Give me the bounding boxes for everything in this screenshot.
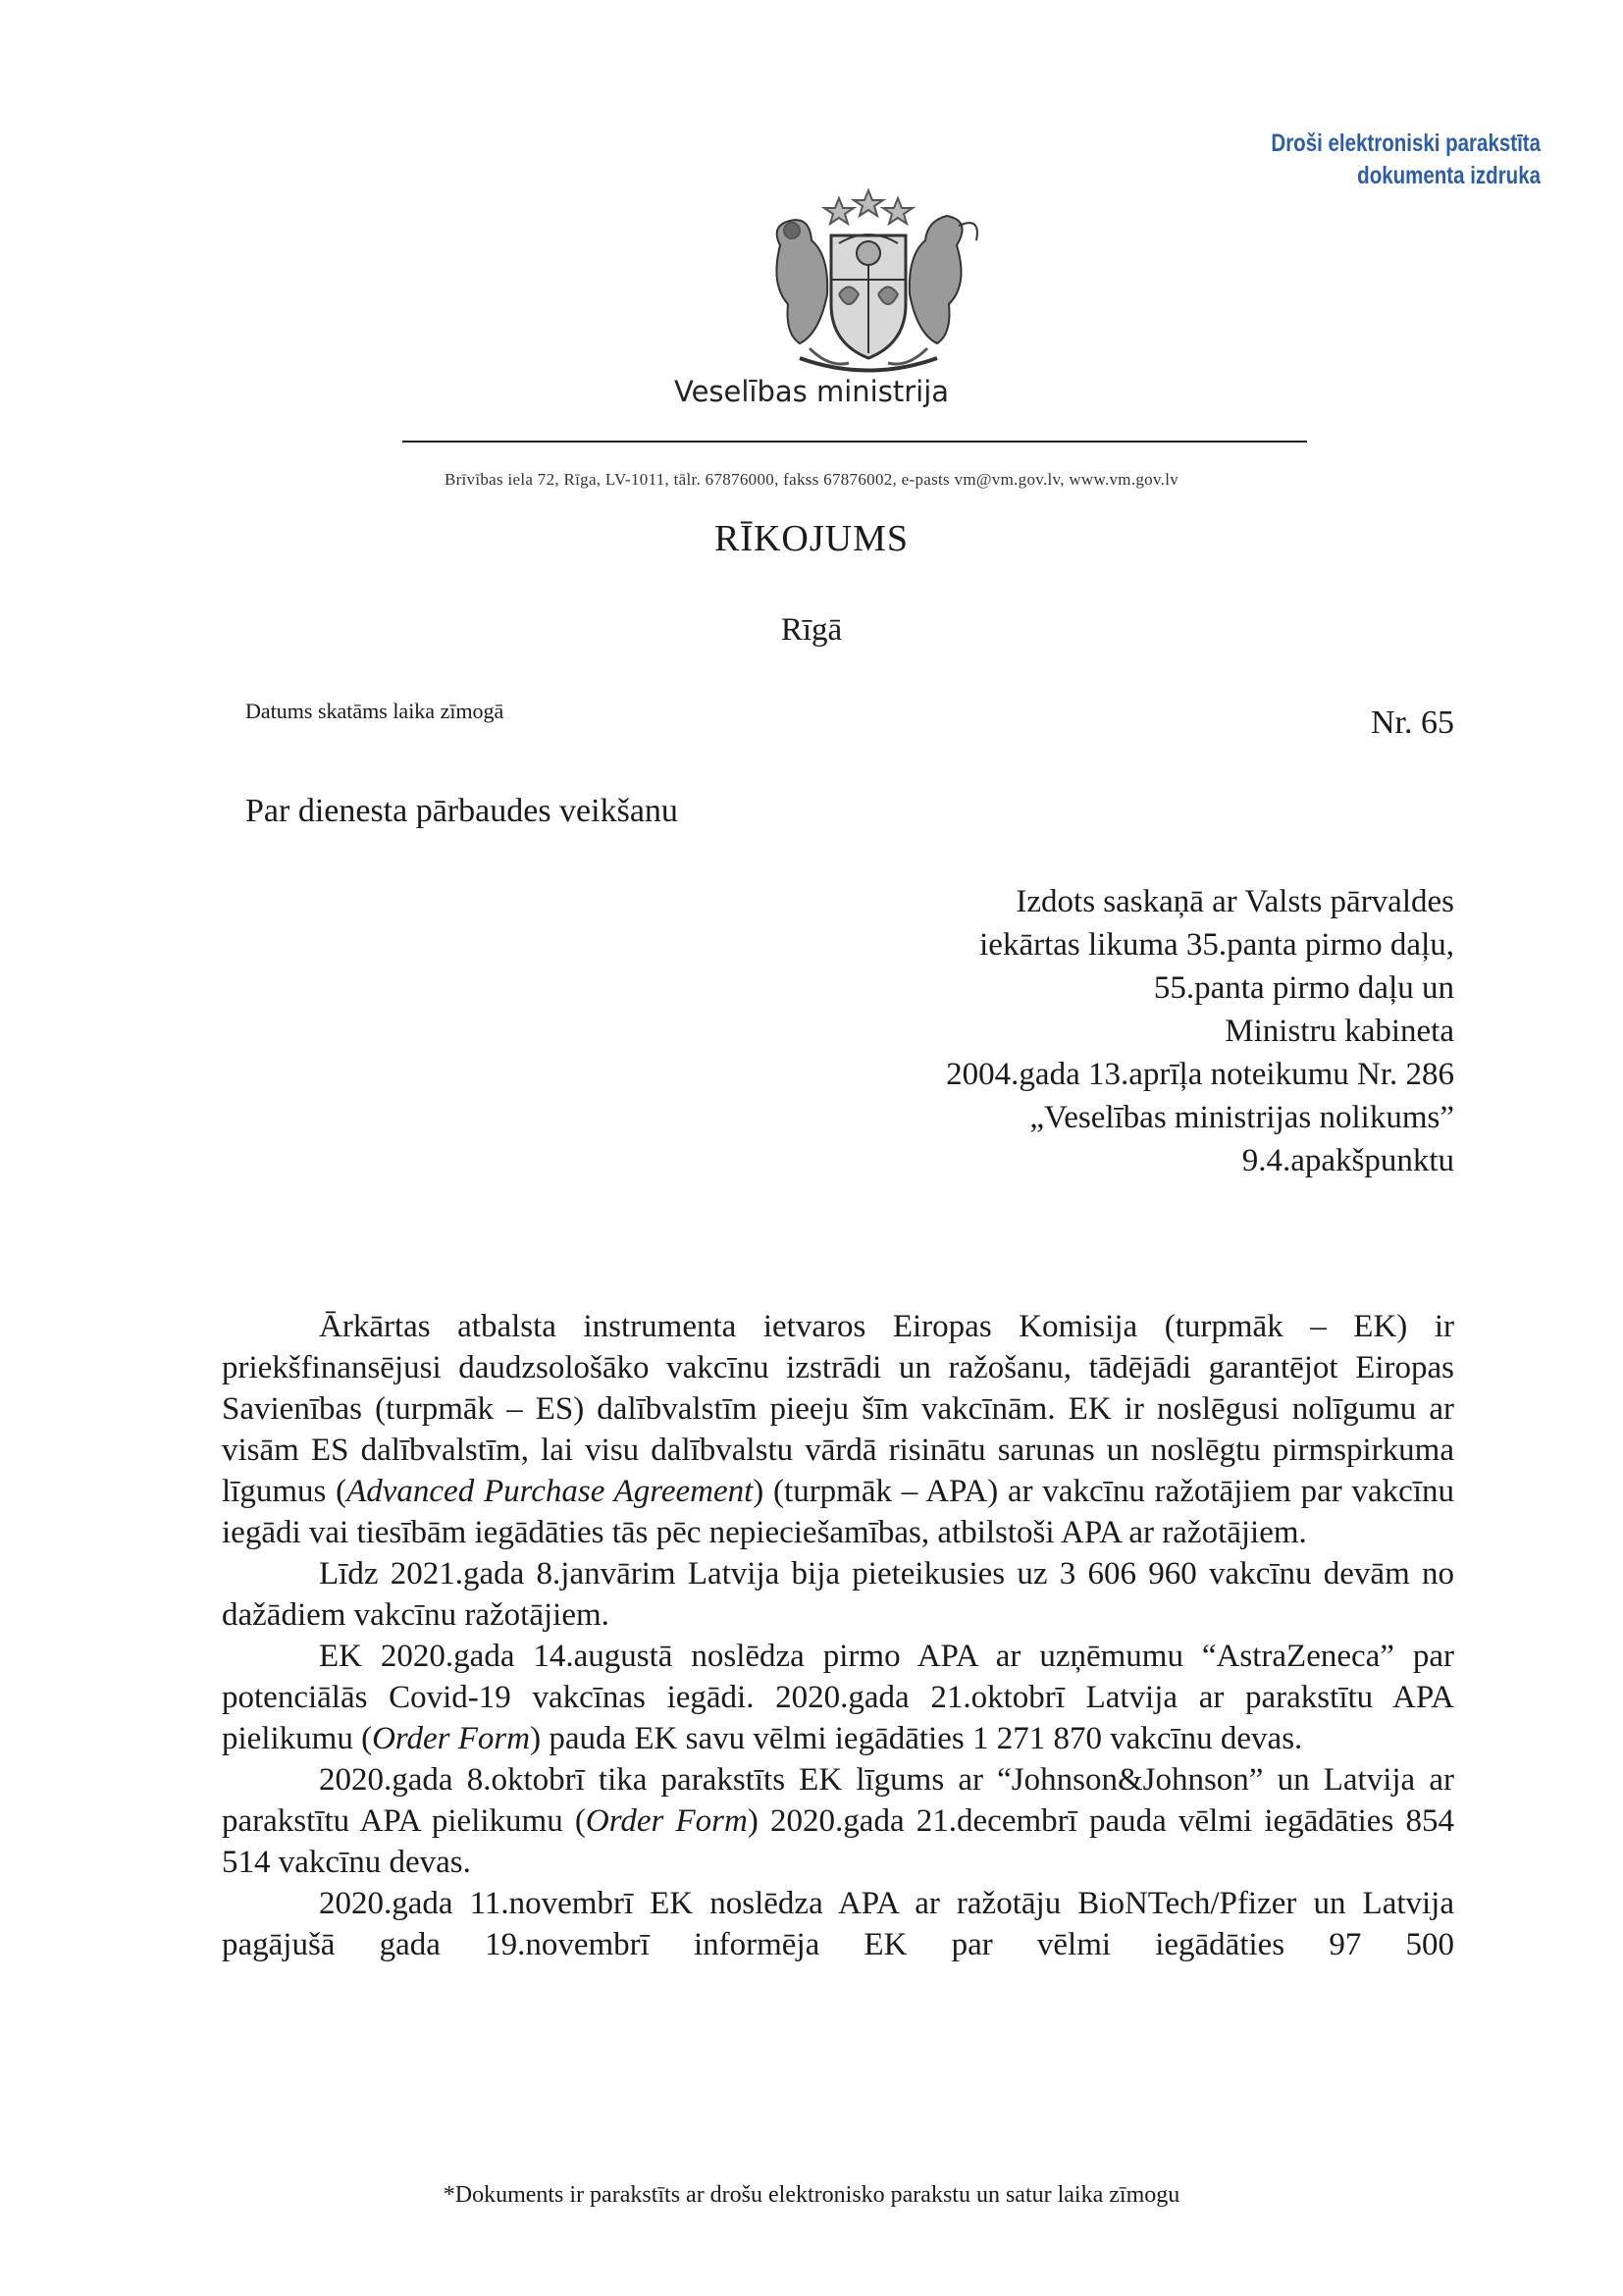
date-note: Datums skatāms laika zīmogā [245, 699, 504, 723]
document-place: Rīgā [780, 612, 843, 648]
document-subject: Par dienesta pārbaudes veikšanu [245, 793, 678, 829]
stamp-line-2: dokumenta izdruka [1357, 162, 1541, 189]
legal-basis-line: iekārtas likuma 35.panta pirmo daļu, [979, 927, 1454, 963]
legal-basis-line: Izdots saskaņā ar Valsts pārvaldes [1016, 884, 1454, 919]
e-signature-stamp [1203, 128, 1541, 192]
footer-note: *Dokuments ir parakstīts ar drošu elektronisko parakstu un satur laika zīmogu [443, 2182, 1180, 2208]
stamp-line-1: Droši elektroniski parakstīta [1271, 130, 1541, 157]
body-paragraph: 2020.gada 8.oktobrī tika parakstīts EK līgums ar “Johnson&Johnson” un Latvija ar parakstītu APA pielikumu (Order Form) 2020.gada 21.decembrī pauda vēlmi iegādāties 854 514 vakcīnu devas. [222, 1762, 1454, 1880]
legal-basis-line: „Veselības ministrijas nolikums” [1029, 1100, 1454, 1135]
body-paragraph: EK 2020.gada 14.augustā noslēdza pirmo APA ar uzņēmumu “AstraZeneca” par potenciālās Covid-19 vakcīnas iegādi. 2020.gada 21.oktobrī Latvija ar parakstītu APA pielikumu (Order Form) pauda EK savu vēlmi iegādāties 1 271 870 vakcīnu devas. [222, 1639, 1454, 1756]
legal-basis-line: 9.4.apakšpunktu [1241, 1143, 1454, 1178]
latvia-coat-of-arms-icon [741, 186, 996, 383]
body-paragraph: Līdz 2021.gada 8.janvārim Latvija bija pieteikusies uz 3 606 960 vakcīnu devām no dažādiem vakcīnu ražotājiem. [222, 1556, 1454, 1633]
header-divider [402, 441, 1307, 443]
ministry-contacts: Brīvības iela 72, Rīga, LV-1011, tālr. 67876000, fakss 67876002, e-pasts vm@vm.gov.lv, www.vm.gov.lv [444, 470, 1179, 489]
legal-basis-line: 55.panta pirmo daļu un [1153, 970, 1454, 1006]
legal-basis [748, 880, 1454, 1182]
legal-basis-line: Ministru kabineta [1225, 1014, 1454, 1049]
ministry-name: Veselības ministrija [673, 375, 950, 408]
document-title: RĪKOJUMS [713, 518, 910, 559]
document-number: Nr. 65 [1371, 704, 1454, 741]
body-paragraph: Ārkārtas atbalsta instrumenta ietvaros Eiropas Komisija (turpmāk – EK) ir priekšfinansējusi daudzsološāko vakcīnu izstrādi un ražošanu, tādējādi garantējot Eiropas Savienības (turpmāk – ES) dalībvalstīm pieeju šīm vakcīnām. EK ir noslēgusi nolīgumu ar visām ES dalībvalstīm, lai visu dalībvalstu vārdā risinātu sarunas un noslēgtu pirmspirkuma līgumus (Advanced Purchase Agreement) (turpmāk – APA) ar vakcīnu ražotājiem par vakcīnu iegādi vai tiesībām iegādāties tās pēc nepieciešamības, atbilstoši APA ar ražotājiem. [222, 1309, 1454, 1550]
document-body [222, 1306, 1454, 1965]
body-paragraph: 2020.gada 11.novembrī EK noslēdza APA ar ražotāju BioNTech/Pfizer un Latvija pagājušā gada 19.novembrī informēja EK par vēlmi iegādāties 97 500 [222, 1886, 1454, 1962]
legal-basis-line: 2004.gada 13.aprīļa noteikumu Nr. 286 [946, 1057, 1454, 1092]
